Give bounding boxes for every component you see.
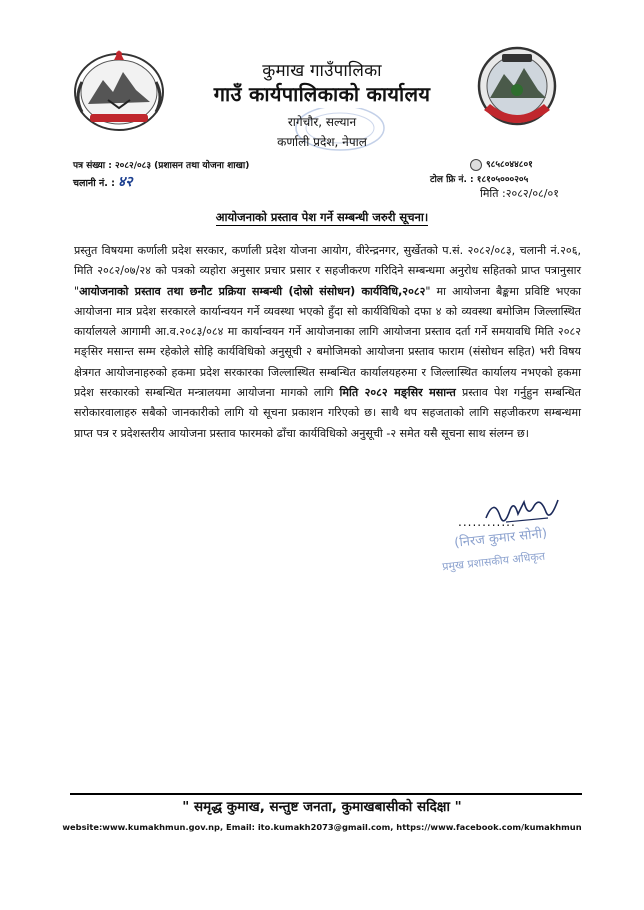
dispatch-label: चलानी नं. : xyxy=(73,178,115,189)
body-deadline: मिति २०८२ मङ्सिर मसान्त xyxy=(339,386,456,400)
notice-body xyxy=(74,241,581,444)
phone-number xyxy=(470,157,533,171)
body-part-2: " मा आयोजना बैङ्कमा प्रविष्टि भएका आयोजना मात्र प्रदेश सरकारले कार्यान्वयन गर्ने व्यवस्था भएको हुँदा सो कार्यविधिको दफा ४ को व्यवस्था बमोजिम जिल्लास्थित कार्यालयले आगामी आ.व.२०८३/०८४ मा कार्यान्वयन गर्ने आयोजनाका लागि आयोजना प्रस्ताव दर्ता गर्ने समयावधि मिति २०८२ मङ्सिर मसान्त सम्म रहेकोले सोहि कार्यविधिको अनुसूची २ बमोजिमको आयोजना प्रस्ताव फाराम (संसोधन सहित) भरी विषय क्षेत्रगत आयोजनाहरुको हकमा प्रदेश सरकारका जिल्लास्थित सम्बन्धित कार्यालयहरुमा र जिल्लास्थित कार्यालय नभएको हकमा प्रदेश सरकारको सम्बन्धित मन्त्रालयमा आयोजना मागको लागि xyxy=(74,284,581,400)
municipality-name: कुमाख गाउँपालिका xyxy=(262,61,382,81)
phone-value: ९८५८०४४८०१ xyxy=(486,160,533,170)
notice-subject-text: आयोजनाको प्रस्ताव पेश गर्ने सम्बन्धी जरुरी सूचना। xyxy=(215,210,429,224)
official-stamp xyxy=(440,528,590,580)
office-name: गाउँ कार्यपालिकाको कार्यालय xyxy=(213,82,431,106)
dispatch-value: ४२ xyxy=(117,174,133,190)
dispatch-number xyxy=(73,172,133,191)
officer-name: (निरज कुमार सोनी) xyxy=(453,526,548,551)
footer-divider xyxy=(70,793,582,795)
footer-motto: " समृद्ध कुमाख, सन्तुष्ट जनता, कुमाखबासीको सदिक्षा " xyxy=(182,799,462,815)
phone-icon xyxy=(470,159,482,171)
body-part-1: प्रस्तुत विषयमा कर्णाली प्रदेश सरकार, कर्णाली प्रदेश योजना आयोग, वीरेन्द्रनगर, सुर्खेतको प.सं. २०८२/०८३, चलानी नं.२०६, मिति २०८२/०७/२४ को पत्रको व्यहोरा अनुसार प्रचार प्रसार र सहजीकरण गरिदिने सम्बन्धमा अनुरोध सहितको प्राप्त पत्रानुसार " xyxy=(74,244,581,298)
office-place: रागेचौर, सल्यान xyxy=(287,115,357,129)
footer-contact: website:www.kumakhmun.gov.np, Email: ito.kumakh2073@gmail.com, https://www.facebook.com/kumakhmun xyxy=(62,822,582,832)
body-procedure-title: आयोजनाको प्रस्ताव तथा छनौट प्रक्रिया सम्बन्धी (दोस्रो संसोधन) कार्यविधि,२०८२ xyxy=(79,284,426,298)
notice-subject xyxy=(0,210,644,225)
signature-line: ............ xyxy=(458,515,516,529)
office-province: कर्णाली प्रदेश, नेपाल xyxy=(277,135,367,149)
letter-date: मिति :२०८२/०८/०१ xyxy=(480,187,559,200)
tollfree-number: टोल फ्रि नं. : १८१०५०००२०५ xyxy=(430,175,529,185)
body-part-3: प्रस्ताव पेश गर्नुहुन सम्बन्धित सरोकारवालाहरु सबैको जानकारीको लागि यो सूचना प्रकाशन गरिएको छ। साथै थप सहजताको लागि सहजीकरण सम्बन्धमा प्राप्त पत्र र प्रदेशस्तरीय आयोजना प्रस्ताव फारमको ढाँचा कार्यविधिको अनुसूची -२ समेत यसै सूचना साथ संलग्न छ। xyxy=(74,386,581,440)
officer-title: प्रमुख प्रशासकीय अधिकृत xyxy=(441,549,546,574)
letter-number: पत्र संख्या : २०८२/०८३ (प्रशासन तथा योजना शाखा) xyxy=(73,161,250,171)
